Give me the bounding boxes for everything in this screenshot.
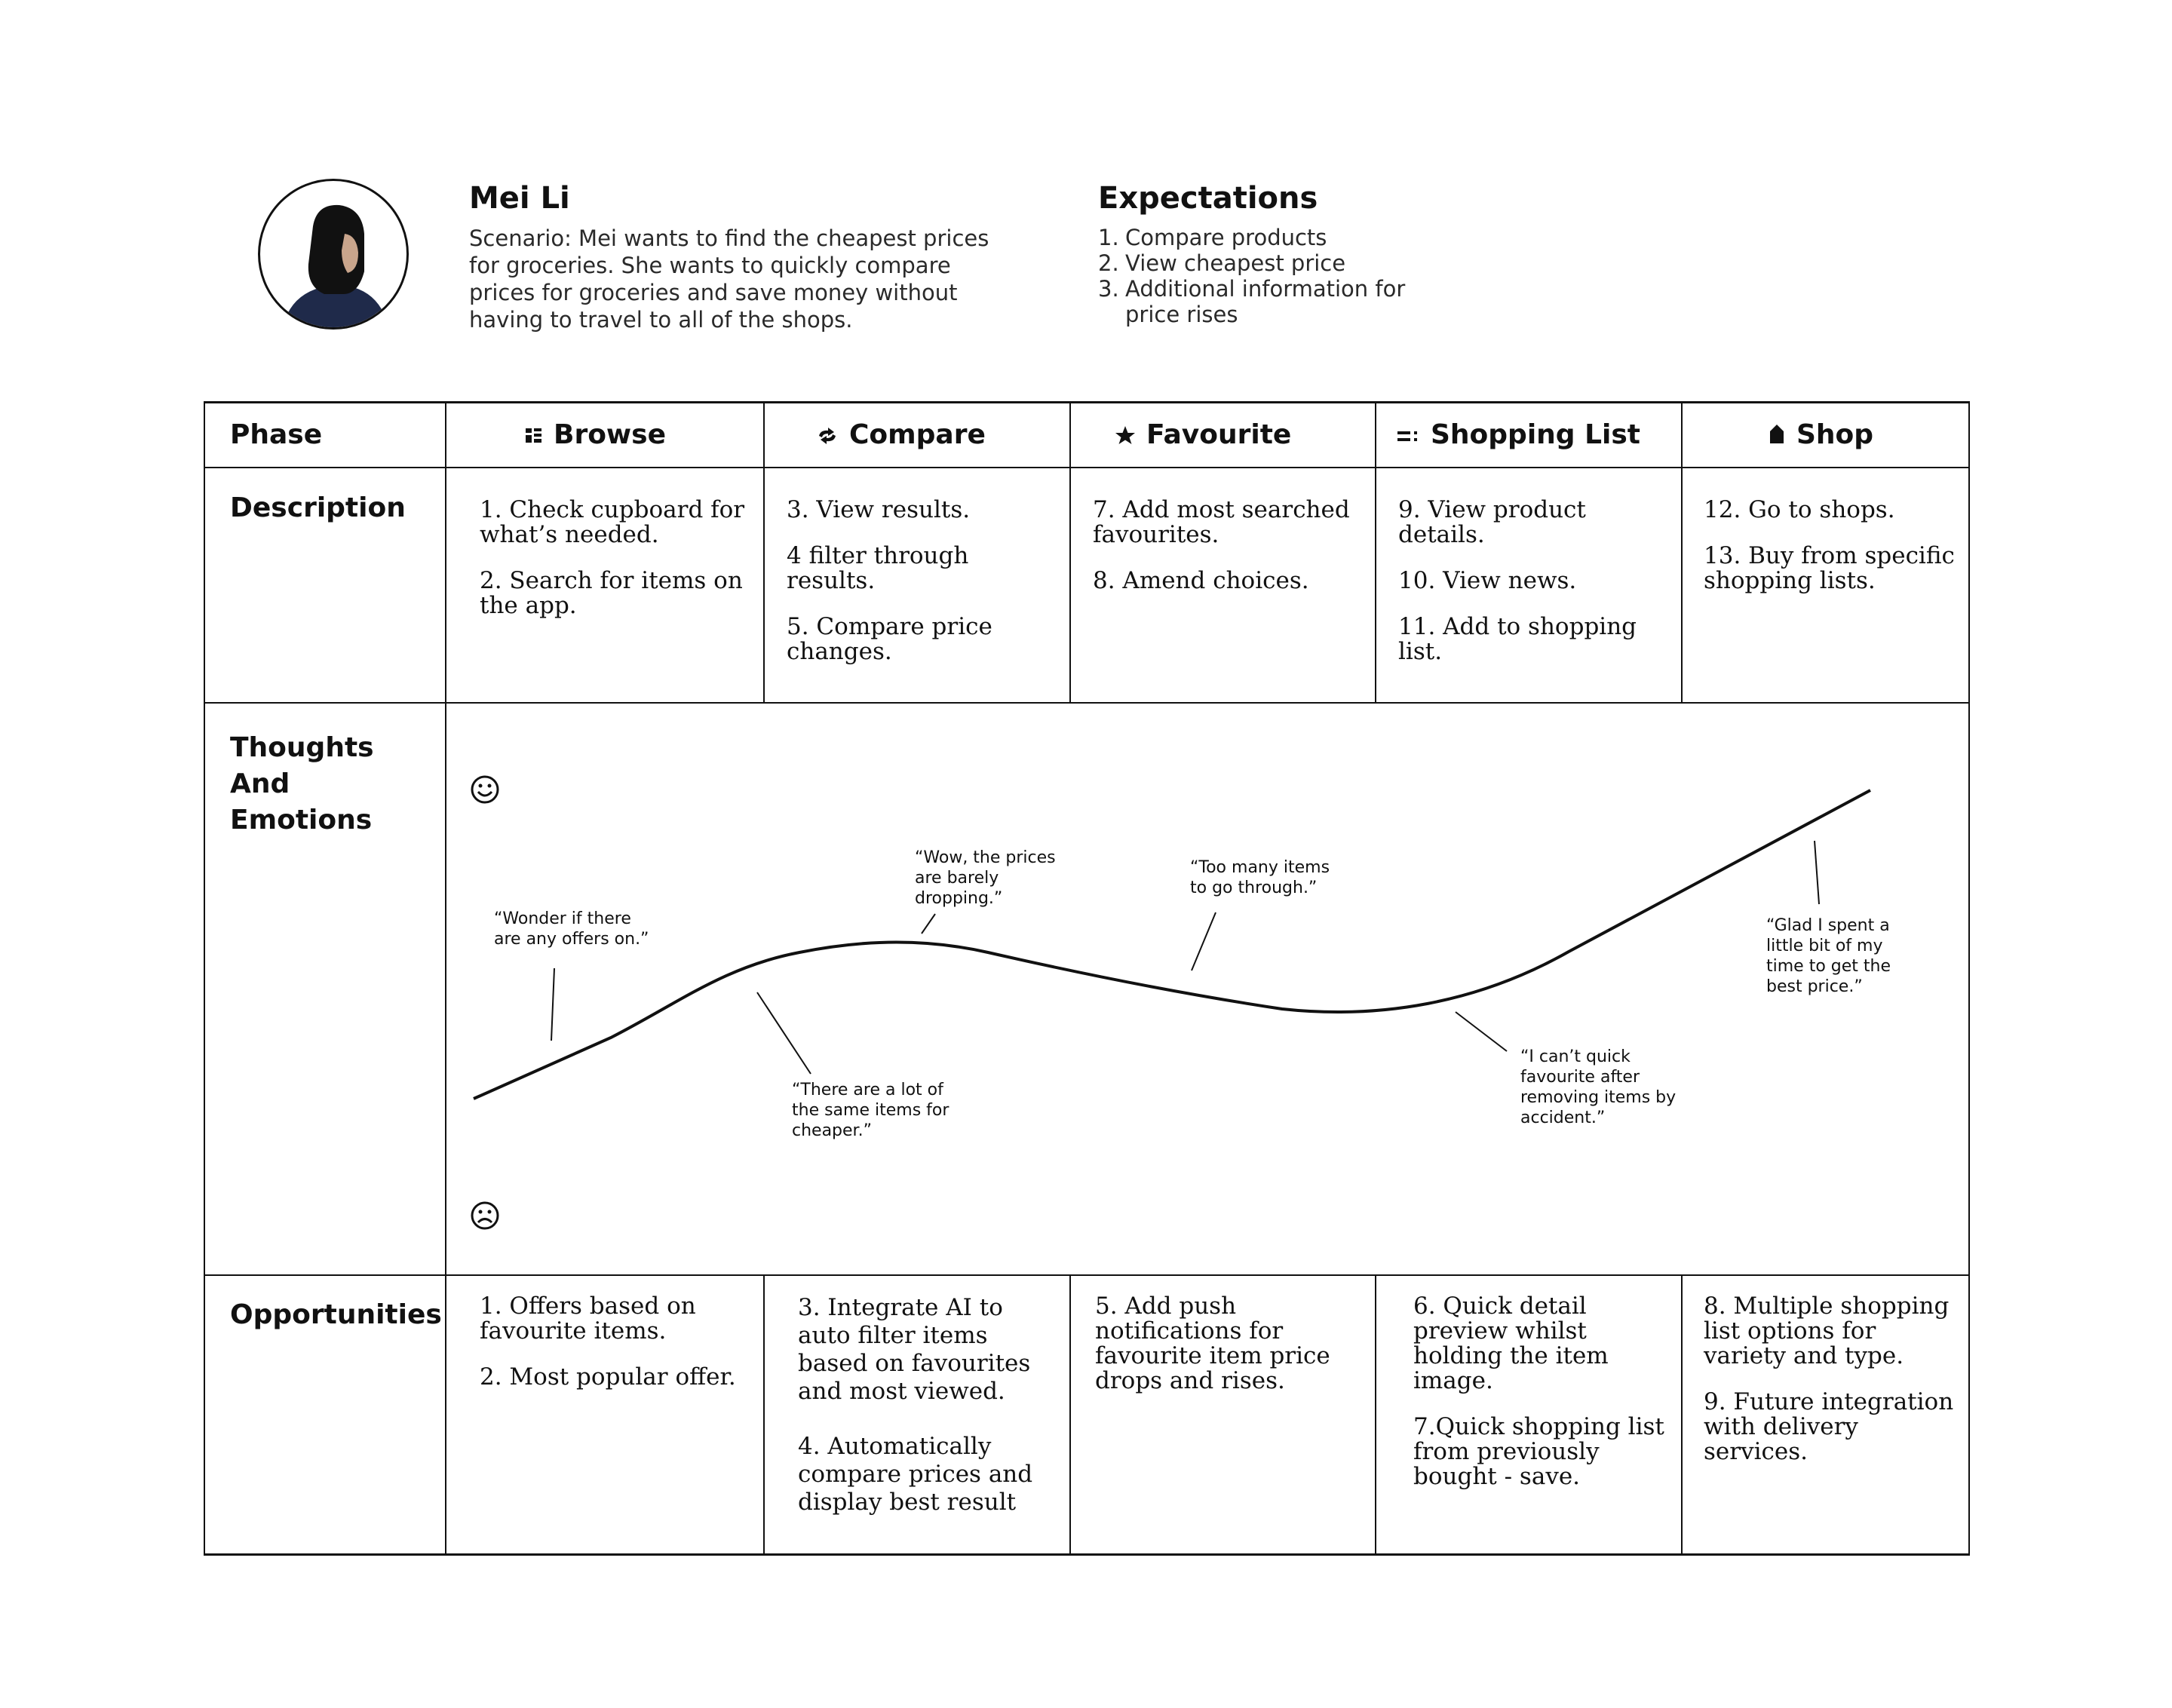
phase-browse: Browse	[525, 419, 666, 452]
expectation-item: 1. Compare products	[1098, 225, 1327, 250]
opportunities-row-label: Opportunities	[230, 1299, 442, 1330]
opportunities-cell-shopping-list: 6. Quick detail preview whilst holding the item image. 7.Quick shopping list from previously bought - save.	[1413, 1292, 1664, 1490]
quote-pointer	[757, 992, 811, 1074]
expectation-item: 3. Additional information for price rises	[1098, 276, 1406, 327]
phase-shopping-list: Shopping List	[1397, 419, 1640, 452]
phase-favourite: Favourite	[1115, 419, 1291, 452]
phase-compare: Compare	[816, 419, 986, 452]
emotion-quote: “Wow, the prices are barely dropping.”	[915, 848, 1056, 908]
opportunities-cell-compare: 3. Integrate AI to auto filter items based on favourites and most viewed. 4. Automatically compare prices and display best result	[798, 1294, 1033, 1516]
happy-face-icon	[472, 777, 498, 802]
thoughts-row-label: Thoughts And Emotions	[230, 732, 374, 836]
emotion-quote: “Too many items to go through.”	[1190, 858, 1330, 897]
emotion-quote: “There are a lot of the same items for cheaper.”	[792, 1081, 949, 1140]
expectation-item: 2. View cheapest price	[1098, 250, 1346, 276]
emotion-quote: “I can’t quick favourite after removing items by accident.”	[1520, 1047, 1677, 1127]
quote-pointer	[1192, 912, 1216, 971]
opportunities-cell-favourite: 5. Add push notifications for favourite item price drops and rises.	[1095, 1292, 1330, 1394]
persona-scenario: Scenario: Mei wants to find the cheapest prices for groceries. She wants to quickly compare prices for groceries and save money without having to travel to all of the shops.	[469, 225, 989, 333]
emotion-quote: “Glad I spent a little bit of my time to get the best price.”	[1766, 916, 1891, 996]
quote-pointer	[922, 914, 935, 934]
description-row-label: Description	[230, 492, 406, 523]
quote-pointer	[551, 968, 554, 1041]
description-cell-favourite: 7. Add most searched favourites. 8. Amend choices.	[1093, 496, 1350, 594]
phase-shop: Shop	[1768, 419, 1873, 452]
expectations-title: Expectations	[1098, 181, 1318, 216]
quote-pointer	[1815, 841, 1819, 904]
description-cell-compare: 3. View results. 4 filter through results. 5. Compare price changes.	[787, 496, 992, 665]
description-cell-shop: 12. Go to shops. 13. Buy from specific shopping lists.	[1704, 496, 1955, 594]
opportunities-cell-shop: 8. Multiple shopping list options for variety and type. 9. Future integration with delivery services.	[1704, 1292, 1954, 1465]
sad-face-icon	[472, 1203, 498, 1228]
description-cell-browse: 1. Check cupboard for what’s needed. 2. Search for items on the app.	[480, 496, 745, 619]
persona-name: Mei Li	[469, 181, 570, 216]
emotion-quote: “Wonder if there are any offers on.”	[494, 909, 649, 949]
quote-pointer	[1456, 1012, 1507, 1051]
opportunities-cell-browse: 1. Offers based on favourite items. 2. Most popular offer.	[480, 1292, 736, 1391]
phase-header: Phase	[230, 419, 323, 450]
description-cell-shopping-list: 9. View product details. 10. View news. 11. Add to shopping list.	[1398, 496, 1637, 665]
